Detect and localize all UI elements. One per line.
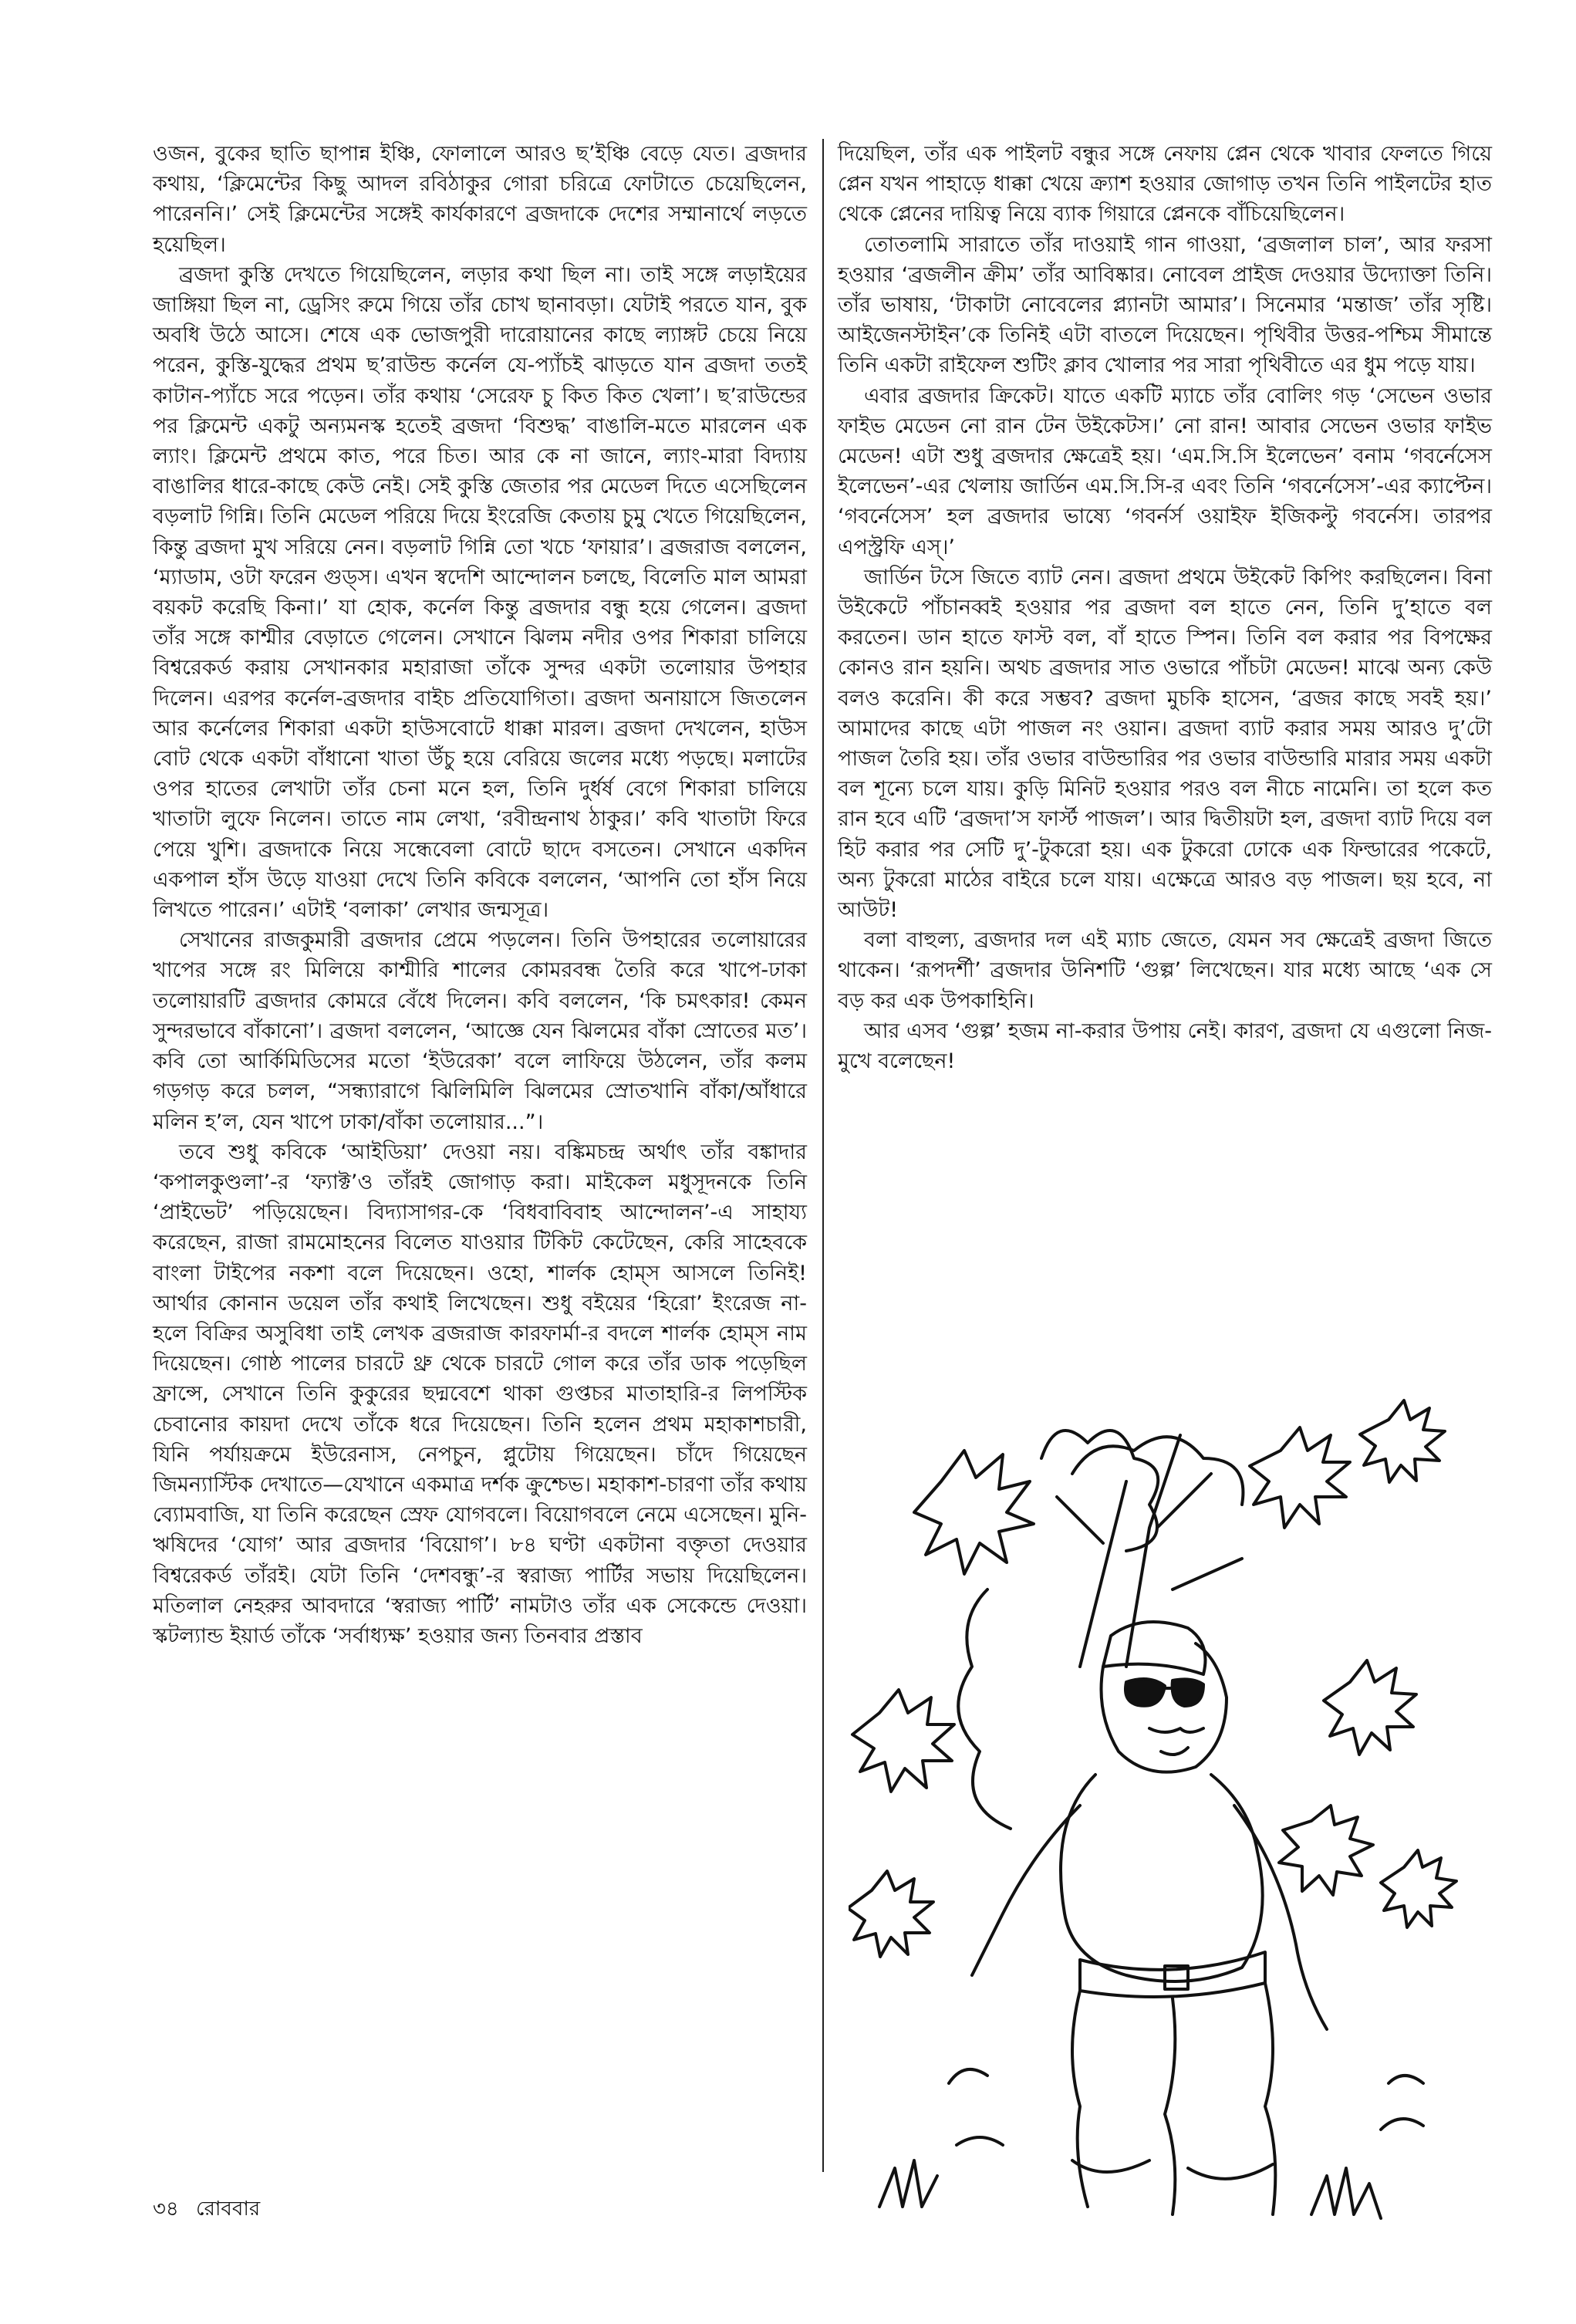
paragraph: জার্ডিন টসে জিতে ব্যাট নেন। ব্রজদা প্রথমে উইকেট কিপিং করছিলেন। বিনা উইকেটে পাঁচানব্বই হওয়ার পর ব্রজদা বল হাতে নেন, তিনি দু’হাতে বল করতেন। ডান হাতে ফাস্ট বল, বাঁ হাতে স্পিন। তিনি বল করার পর বিপক্ষের কোনও রান হয়নি। অথচ ব্রজদার সাত ওভারে পাঁচটা মেডেন! মাঝে অন্য কেউ বলও করেনি। কী করে সম্ভব? ব্রজদা মুচকি হাসেন, ‘ব্রজর কাছে সবই হয়।’ আমাদের কাছে এটা পাজল নং ওয়ান। ব্রজদা ব্যাট করার সময় আরও দু’টো পাজল তৈরি হয়। তাঁর ওভার বাউন্ডারির পর ওভার বাউন্ডারি মারার সময় একটা বল শূন্যে চলে যায়। কুড়ি মিনিট হওয়ার পরও বল নীচে নামেনি। তা হলে কত রান হবে এটি ‘ব্রজদা’স ফার্স্ট পাজল’। আর দ্বিতীয়টা হল, ব্রজদা ব্যাট দিয়ে বল হিট করার পর সেটি দু’-টুকরো হয়। এক টুকরো ঢোকে এক ফিল্ডারের পকেটে, অন্য টুকরো মাঠের বাইরে চলে যায়। এক্ষেত্রে আরও বড় পাজল। ছয় হবে, না আউট! <box>838 565 1492 923</box>
grass-icon <box>879 2069 1423 2218</box>
tree-icon <box>1057 1435 1243 1667</box>
left-column <box>153 139 807 1651</box>
cartoon-man <box>972 1622 1327 2214</box>
page-number: ৩৪ <box>153 2197 179 2221</box>
paragraph: তবে শুধু কবিকে ‘আইডিয়া’ দেওয়া নয়। বঙ্কিমচন্দ্র অর্থাৎ তাঁর বঙ্কাদার ‘কপালকুণ্ডলা’-র ‘ফ্যাক্ট’ও তাঁরই জোগাড় করা। মাইকেল মধুসূদনকে তিনি ‘প্রাইভেট’ পড়িয়েছেন। বিদ্যাসাগর-কে ‘বিধবাবিবাহ আন্দোলন’-এ সাহায্য করেছেন, রাজা রামমোহনের বিলেত যাওয়ার টিকিট কেটেছেন, কেরি সাহেবকে বাংলা টাইপের নকশা বলে দিয়েছেন। ওহো, শার্লক হোম্‌স আসলে তিনিই! আর্থার কোনান ডয়েল তাঁর কথাই লিখেছেন। শুধু বইয়ের ‘হিরো’ ইংরেজ না-হলে বিক্রির অসুবিধা তাই লেখক ব্রজরাজ কারফার্মা-র বদলে শার্লক হোম্‌স নাম দিয়েছেন। গোষ্ঠ পালের চারটে থ্রু থেকে চারটে গোল করে তাঁর ডাক পড়েছিল ফ্রান্সে, সেখানে তিনি কুকুরের ছদ্মবেশে থাকা গুপ্তচর মাতাহারি-র লিপস্টিক চেবানোর কায়দা দেখে তাঁকে ধরে দিয়েছেন। তিনি হলেন প্রথম মহাকাশচারী, যিনি পর্যায়ক্রমে ইউরেনাস, নেপচুন, প্লুটোয় গিয়েছেন। চাঁদে গিয়েছেন জিমন্যাস্টিক দেখাতে—যেখানে একমাত্র দর্শক ক্রুশ্চেভ। মহাকাশ-চারণা তাঁর কথায় ব্যোমবাজি, যা তিনি করেছেন স্রেফ যোগবলে। বিয়োগবলে নেমে এসেছেন। মুনি-ঋষিদের ‘যোগ’ আর ব্রজদার ‘বিয়োগ’। ৮৪ ঘণ্টা একটানা বক্তৃতা দেওয়ার বিশ্বরেকর্ড তাঁরই। যেটা তিনি ‘দেশবন্ধু’-র স্বরাজ্য পার্টির সভায় দিয়েছিলেন। মতিলাল নেহরুর আবদারে ‘স্বরাজ্য পার্টি’ নামটাও তাঁর এক সেকেন্ডে দেওয়া। স্কটল্যান্ড ইয়ার্ড তাঁকে ‘সর্বাধ্যক্ষ’ হওয়ার জন্য তিনবার প্রস্তাব <box>153 1140 807 1648</box>
magazine-name: রোববার <box>196 2197 261 2221</box>
cartoon-illustration <box>849 1389 1481 2238</box>
paragraph: সেখানের রাজকুমারী ব্রজদার প্রেমে পড়লেন। তিনি উপহারের তলোয়ারের খাপের সঙ্গে রং মিলিয়ে কাশ্মীরি শালের কোমরবন্ধ তৈরি করে খাপে-ঢাকা তলোয়ারটি ব্রজদার কোমরে বেঁধে দিলেন। কবি বললেন, ‘কি চমৎকার! কেমন সুন্দরভাবে বাঁকানো’। ব্রজদা বললেন, ‘আজ্ঞে যেন ঝিলমের বাঁকা স্রোতের মত’। কবি তো আর্কিমিডিসের মতো ‘ইউরেকা’ বলে লাফিয়ে উঠলেন, তাঁর কলম গড়গড় করে চলল, “সন্ধ্যারাগে ঝিলিমিলি ঝিলমের স্রোতখানি বাঁকা/আঁধারে মলিন হ’ল, যেন খাপে ঢাকা/বাঁকা তলোয়ার...”। <box>153 928 807 1134</box>
paragraph: আর এসব ‘গুল্প’ হজম না-করার উপায় নেই। কারণ, ব্রজদা যে এগুলো নিজ-মুখে বলেছেন! <box>838 1018 1492 1074</box>
paragraph: দিয়েছিল, তাঁর এক পাইলট বন্ধুর সঙ্গে নেফায় প্লেন থেকে খাবার ফেলতে গিয়ে প্লেন যখন পাহাড়ে ধাক্কা খেয়ে ক্র্যাশ হওয়ার জোগাড় তখন তিনি পাইলটের হাত থেকে প্লেনের দায়িত্ব নিয়ে ব্যাক গিয়ারে প্লেনকে বাঁচিয়েছিলেন। <box>838 142 1492 227</box>
paragraph: এবার ব্রজদার ক্রিকেট। যাতে একটি ম্যাচে তাঁর বোলিং গড় ‘সেভেন ওভার ফাইভ মেডেন নো রান টেন উইকেটস।’ নো রান! আবার সেভেন ওভার ফাইভ মেডেন! এটা শুধু ব্রজদার ক্ষেত্রেই হয়। ‘এম.সি.সি ইলেভেন’ বনাম ‘গবর্নেসেস ইলেভেন’-এর খেলায় জার্ডিন এম.সি.সি-র এবং তিনি ‘গবর্নেসেস’-এর ক্যাপ্টেন। ‘গবর্নেসেস’ হল ব্রজদার ভাষ্যে ‘গবর্নর্স ওয়াইফ ইজিকল্টু গবর্নেস। তারপর এপস্ট্রফি এস্‌।’ <box>838 383 1492 559</box>
paragraph: ব্রজদা কুস্তি দেখতে গিয়েছিলেন, লড়ার কথা ছিল না। তাই সঙ্গে লড়াইয়ের জাঙ্গিয়া ছিল না, ড্রেসিং রুমে গিয়ে তাঁর চোখ ছানাবড়া। যেটাই পরতে যান, বুক অবধি উঠে আসে। শেষে এক ভোজপুরী দারোয়ানের কাছে ল্যাঙ্গট চেয়ে নিয়ে পরেন, কুস্তি-যুদ্ধের প্রথম ছ’রাউন্ড কর্নেল যে-প্যাঁচই ঝাড়তে যান ব্রজদা ততই কাটান-প্যাঁচে সরে পড়েন। তাঁর কথায় ‘সেরেফ চু কিত কিত খেলা’। ছ’রাউন্ডের পর ক্লিমেন্ট একটু অন্যমনস্ক হতেই ব্রজদা ‘বিশুদ্ধ’ বাঙালি-মতে মারলেন এক ল্যাং। ক্লিমেন্ট প্রথমে কাত, পরে চিত। আর কে না জানে, ল্যাং-মারা বিদ্যায় বাঙালির ধারে-কাছে কেউ নেই। সেই কুস্তি জেতার পর মেডেল দিতে এসেছিলেন বড়লাট গিন্নি। তিনি মেডেল পরিয়ে দিয়ে ইংরেজি কেতায় চুমু খেতে গিয়েছিলেন, কিন্তু ব্রজদা মুখ সরিয়ে নেন। বড়লাট গিন্নি তো খচে ‘ফায়ার’। ব্রজরাজ বললেন, ‘ম্যাডাম, ওটা ফরেন গুড্‌স। এখন স্বদেশি আন্দোলন চলছে, বিলেতি মাল আমরা বয়কট করেছি কিনা।’ যা হোক, কর্নেল কিন্তু ব্রজদার বন্ধু হয়ে গেলেন। ব্রজদা তাঁর সঙ্গে কাশ্মীর বেড়াতে গেলেন। সেখানে ঝিলম নদীর ওপর শিকারা চালিয়ে বিশ্বরেকর্ড করায় সেখানকার মহারাজা তাঁকে সুন্দর একটা তলোয়ার উপহার দিলেন। এরপর কর্নেল-ব্রজদার বাইচ প্রতিযোগিতা। ব্রজদা অনায়াসে জিতলেন আর কর্নেলের শিকারা একটা হাউসবোটে ধাক্কা মারল। ব্রজদা দেখলেন, হাউস বোট থেকে একটা বাঁধানো খাতা উঁচু হয়ে বেরিয়ে জলের মধ্যে পড়ছে। মলাটের ওপর হাতের লেখাটা তাঁর চেনা মনে হল, তিনি দুর্ধর্ষ বেগে শিকারা চালিয়ে খাতাটা লুফে নিলেন। তাতে নাম লেখা, ‘রবীন্দ্রনাথ ঠাকুর।’ কবি খাতাটা ফিরে পেয়ে খুশি। ব্রজদাকে নিয়ে সন্ধেবেলা বোটে ছাদে বসতেন। সেখানে একদিন একপাল হাঁস উড়ে যাওয়া দেখে তিনি কবিকে বললেন, ‘আপনি তো হাঁস নিয়ে লিখতে পারেন।’ এটাই ‘বলাকা’ লেখার জন্মসূত্র। <box>153 262 807 923</box>
paragraph: ওজন, বুকের ছাতি ছাপান্ন ইঞ্চি, ফোলালে আরও ছ’ইঞ্চি বেড়ে যেত। ব্রজদার কথায়, ‘ক্লিমেন্টের কিছু আদল রবিঠাকুর গোরা চরিত্রে ফোটাতে চেয়েছিলেন, পারেননি।’ সেই ক্লিমেন্টের সঙ্গেই কার্যকারণে ব্রজদাকে দেশের সম্মানার্থে লড়তে হয়েছিল। <box>153 142 807 257</box>
paragraph: বলা বাহুল্য, ব্রজদার দল এই ম্যাচ জেতে, যেমন সব ক্ষেত্রেই ব্রজদা জিতে থাকেন। ‘রূপদর্শী’ ব্রজদার উনিশটি ‘গুল্প’ লিখেছেন। যার মধ্যে আছে ‘এক সে বড় কর এক উপকাহিনি। <box>838 928 1492 1013</box>
page-footer <box>153 2193 271 2227</box>
right-column <box>838 139 1492 1076</box>
paragraph: তোতলামি সারাতে তাঁর দাওয়াই গান গাওয়া, ‘ব্রজলাল চাল’, আর ফরসা হওয়ার ‘ব্রজলীন ক্রীম’ তাঁর আবিষ্কার। নোবেল প্রাইজ দেওয়ার উদ্যোক্তা তিনি। তাঁর ভাষায়, ‘টাকাটা নোবেলের প্ল্যানটা আমার’। সিনেমার ‘মন্তাজ’ তাঁর সৃষ্টি। আইজেনস্টাইন’কে তিনিই এটা বাতলে দিয়েছেন। পৃথিবীর উত্তর-পশ্চিম সীমান্তে তিনি একটা রাইফেল শুটিং ক্লাব খোলার পর সারা পৃথিবীতে এর ধুম পড়ে যায়। <box>838 232 1492 378</box>
column-divider <box>822 139 824 2172</box>
